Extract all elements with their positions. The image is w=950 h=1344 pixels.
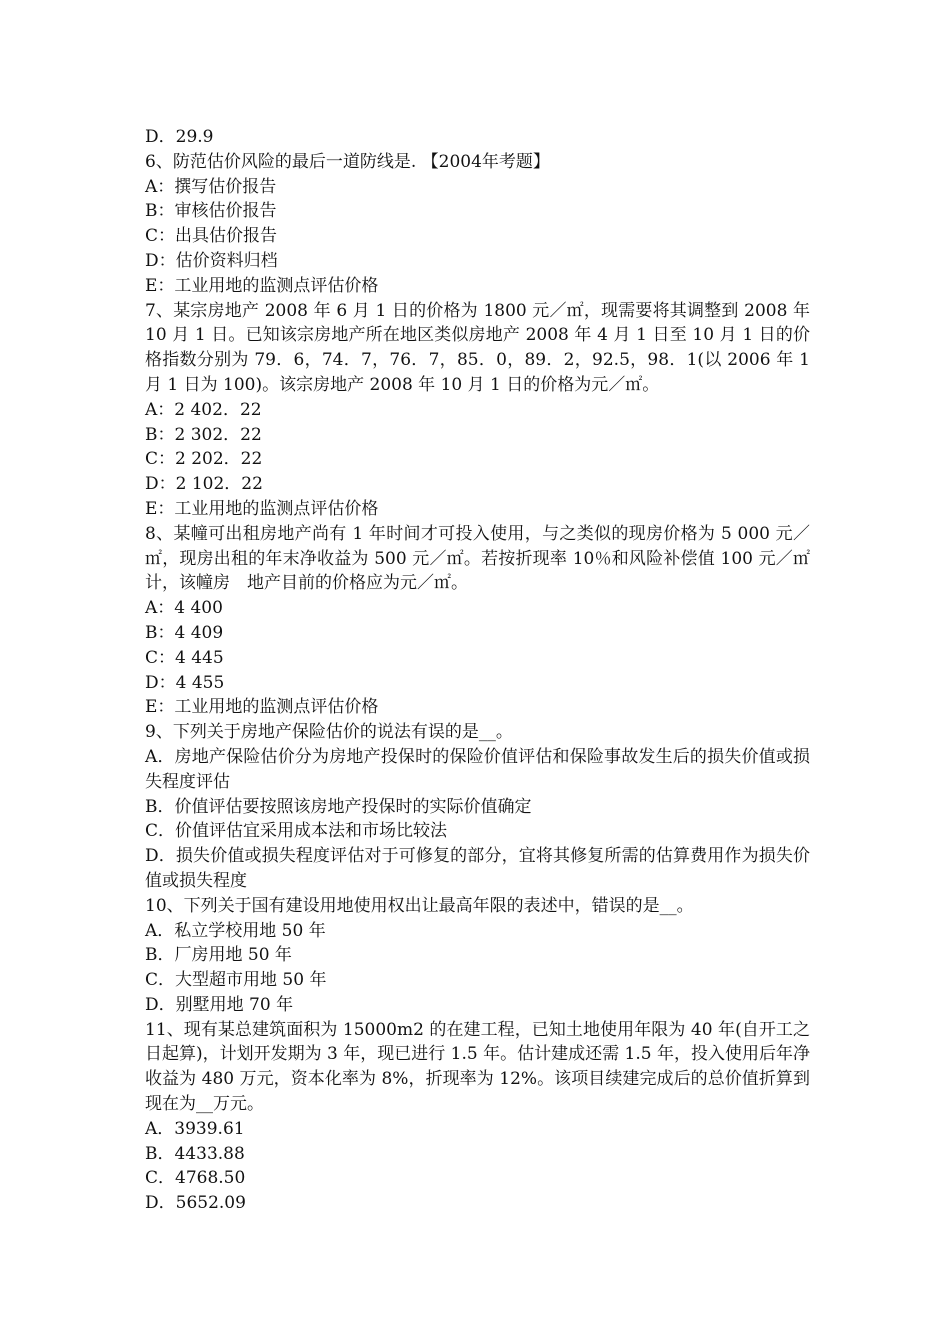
option-c-q6: C：出具估价报告 xyxy=(145,226,278,247)
option-b-q10: B．厂房用地 50 年 xyxy=(145,945,292,966)
option-b-q11: B．4433.88 xyxy=(145,1143,245,1164)
option-a-q9: A．房地产保险估价分为房地产投保时的保险价值评估和保险事故发生后的损失价值或损失程度评估 xyxy=(145,746,810,792)
option-c-q9: C．价值评估宜采用成本法和市场比较法 xyxy=(145,821,448,842)
option-c-q10: C．大型超市用地 50 年 xyxy=(145,970,327,991)
option-d-q10: D．别墅用地 70 年 xyxy=(145,994,294,1015)
question-10: 10、下列关于国有建设用地使用权出让最高年限的表述中，错误的是__。 xyxy=(145,895,694,916)
option-a-q6: A：撰写估价报告 xyxy=(145,176,277,197)
question-7: 7、某宗房地产 2008 年 6 月 1 日的价格为 1800 元／㎡，现需要将其调整到 2008 年 10 月 1 日。已知该宗房地产所在地区类似房地产 2008 年 4 月 1 日至 10 月 1 日的价格指数分别为 79．6，74．7，76．7，85．0，89．2，92.5，98．1(以 2006 年 1 月 1 日为 100)。该宗房地产 2008 年 10 月 1 日的价格为元／㎡。 xyxy=(145,300,810,395)
option-a-q10: A．私立学校用地 50 年 xyxy=(145,920,326,941)
option-b-q6: B：审核估价报告 xyxy=(145,201,277,222)
document-body xyxy=(145,125,810,1216)
question-11: 11、现有某总建筑面积为 15000m2 的在建工程，已知土地使用年限为 40 年(自开工之日起算)，计划开发期为 3 年，现已进行 1.5 年。估计建成还需 1.5 年，投入使用后年净收益为 480 万元，资本化率为 8%，折现率为 12%。该项目续建完成后的总价值折算到现在为__万元。 xyxy=(145,1019,810,1115)
option-d-q11: D．5652.09 xyxy=(145,1193,246,1214)
option-c-q8: C：4 445 xyxy=(145,647,224,668)
option-d-q9: D．损失价值或损失程度评估对于可修复的部分，宜将其修复所需的估算费用作为损失价值或损失程度 xyxy=(145,846,810,891)
option-d-q5: D．29.9 xyxy=(145,127,214,147)
option-b-q8: B：4 409 xyxy=(145,622,224,643)
option-a-q11: A．3939.61 xyxy=(145,1118,245,1139)
option-d-q8: D：4 455 xyxy=(145,672,225,693)
option-a-q8: A：4 400 xyxy=(145,598,223,619)
option-c-q11: C．4768.50 xyxy=(145,1168,246,1189)
option-b-q9: B．价值评估要按照该房地产投保时的实际价值确定 xyxy=(145,796,532,817)
option-b-q7: B：2 302．22 xyxy=(145,424,262,445)
option-a-q7: A：2 402．22 xyxy=(145,399,262,420)
option-e-q8: E：工业用地的监测点评估价格 xyxy=(145,697,379,718)
option-d-q7: D：2 102．22 xyxy=(145,474,263,495)
option-e-q6: E：工业用地的监测点评估价格 xyxy=(145,275,379,296)
option-c-q7: C：2 202．22 xyxy=(145,449,263,470)
question-8: 8、某幢可出租房地产尚有 1 年时间才可投入使用，与之类似的现房价格为 5 000 元／㎡，现房出租的年末净收益为 500 元／㎡。若按折现率 10％和风险补偿值 100 元／㎡计，该幢房 地产目前的价格应为元／㎡。 xyxy=(145,523,810,594)
option-d-q6: D：估价资料归档 xyxy=(145,250,278,271)
question-9: 9、下列关于房地产保险估价的说法有误的是__。 xyxy=(145,722,513,743)
question-6: 6、防范估价风险的最后一道防线是. 【2004年考题】 xyxy=(145,151,550,172)
option-e-q7: E：工业用地的监测点评估价格 xyxy=(145,498,379,519)
